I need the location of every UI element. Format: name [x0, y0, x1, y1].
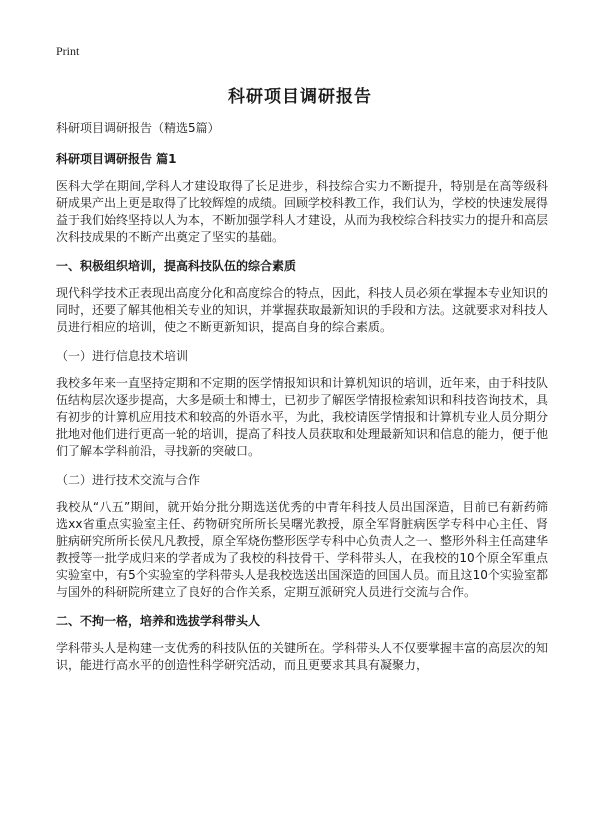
section-heading-2: 二、不拘一格，培养和选拔学科带头人 — [56, 614, 261, 628]
intro-paragraph: 医科大学在期间,学科人才建设取得了长足进步，科技综合实力不断提升，特别是在高等级科研成果产出上更是取得了比较辉煌的成绩。回顾学校科教工作，我们认为，学校的快速发展得益于我们始终坚持以人为本，不断加强学科人才建设，从而为我校综合科技实力的提升和高层次科技成果的不断产出奠定了坚实的基础。 — [56, 179, 549, 244]
section-1-paragraph: 现代科学技术正表现出高度分化和高度综合的特点，因此，科技人员必须在掌握本专业知识的同时，还要了解其他相关专业的知识，并掌握获取最新知识的手段和方法。这就要求对科技人员进行相应的培训，使之不断更新知识，提高自身的综合素质。 — [56, 286, 549, 334]
subsection-2-paragraph: 我校从“八五”期间，就开始分批分期选送优秀的中青年科技人员出国深造，目前已有新药筛选xx省重点实验室主任、药物研究所所长吴曙光教授，原全军肾脏病医学专科中心主任、肾脏病研究所所长侯凡凡教授，原全军烧伤整形医学专科中心负责人之一、整形外科主任高建华教授等一批学成归来的学者成为了我校的科技骨干、学科带头人，在我校的10个原全军重点实验室中，有5个实验室的学科带头人是我校选送出国深造的回国人员。而且这10个实验室都与国外的科研院所建立了良好的合作关系，定期互派研究人员进行交流与合作。 — [56, 500, 549, 599]
print-label: Print — [56, 44, 80, 58]
section-heading-1: 一、积极组织培训，提高科技队伍的综合素质 — [56, 259, 297, 273]
document-body — [56, 120, 548, 686]
subsection-1-paragraph: 我校多年来一直坚持定期和不定期的医学情报知识和计算机知识的培训，近年来，由于科技队伍结构层次逐步提高，大多是硕士和博士，已初步了解医学情报检索知识和科技咨询技术，具有初步的计算机应用技术和较高的外语水平，为此，我校请医学情报和计算机专业人员分期分批地对他们进行更高一轮的培训，提高了科技人员获取和处理最新知识和信息的能力，便于他们了解本学科前沿，寻找新的突破口。 — [56, 376, 549, 458]
subsection-heading-2: （二）进行技术交流与合作 — [56, 473, 201, 487]
section-2-paragraph: 学科带头人是构建一支优秀的科技队伍的关键所在。学科带头人不仅要掌握丰富的高层次的知识，能进行高水平的创造性科学研究活动，而且更要求其具有凝聚力， — [56, 641, 549, 672]
subsection-heading-1: （一）进行信息技术培训 — [56, 349, 189, 363]
page-title: 科研项目调研报告 — [228, 87, 372, 107]
part-heading: 科研项目调研报告 篇1 — [56, 152, 177, 166]
document-subtitle: 科研项目调研报告（精选5篇） — [56, 121, 220, 135]
